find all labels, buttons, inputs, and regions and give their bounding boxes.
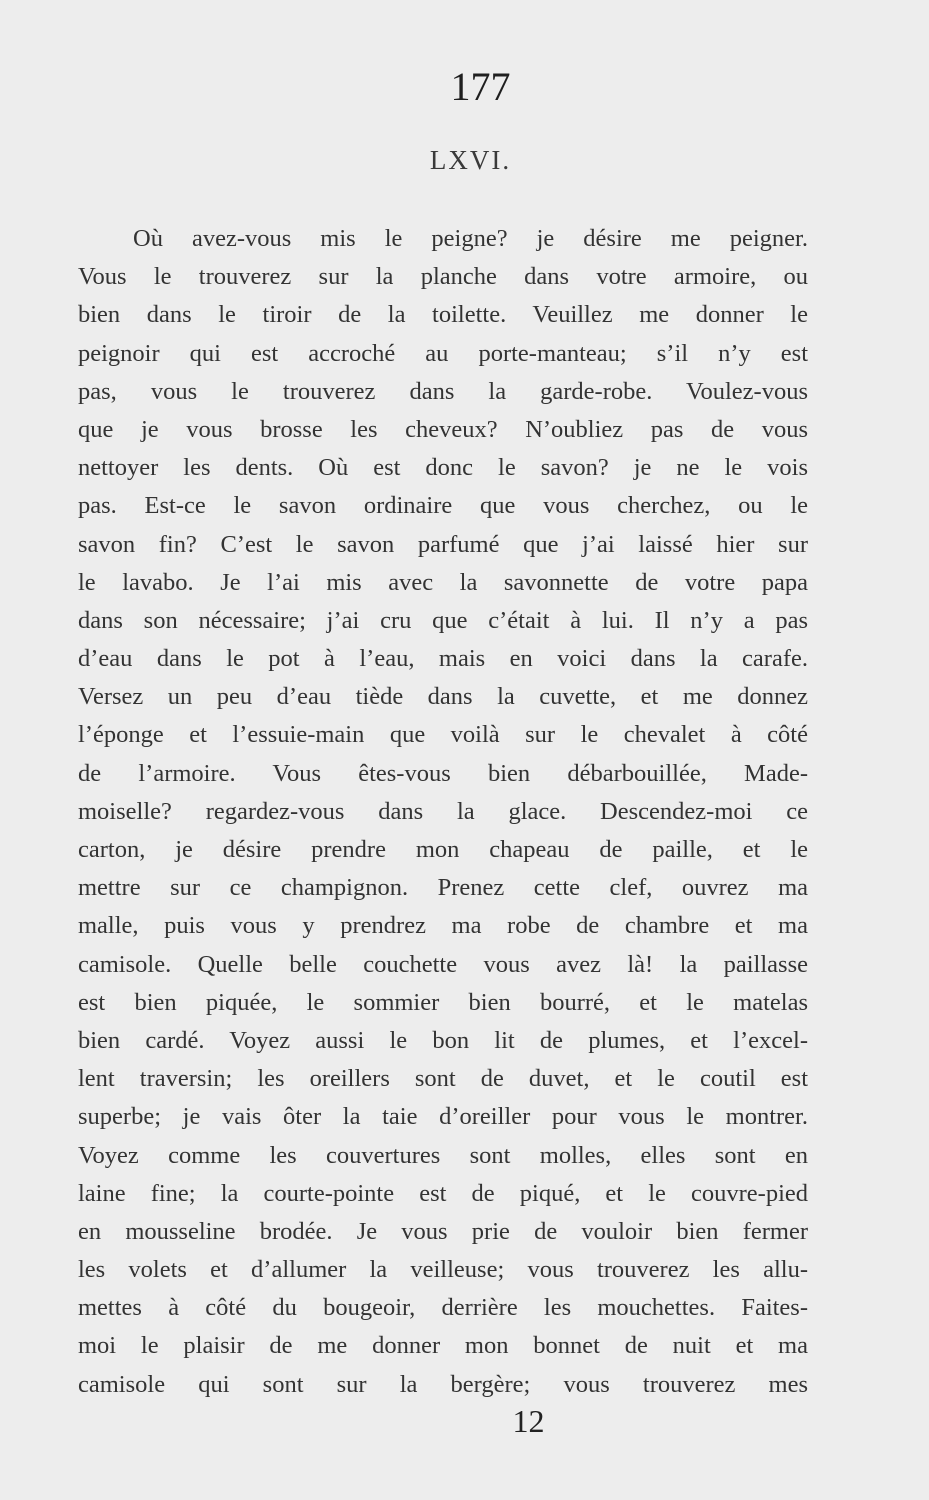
text-line: camisole. Quelle belle couchette vous avez là! la paillasse: [78, 950, 808, 978]
text-line: Où avez-vous mis le peigne? je désire me peigner.: [133, 225, 808, 252]
text-line: Versez un peu d’eau tiède dans la cuvette, et me donnez: [78, 683, 808, 711]
text-line: superbe; je vais ôter la taie d’oreiller pour vous le montrer.: [78, 1103, 808, 1131]
text-line: que je vous brosse les cheveux? N’oubliez pas de vous: [78, 415, 808, 443]
text-line: de l’armoire. Vous êtes-vous bien débarbouillée, Made-: [78, 759, 808, 787]
text-line: mettes à côté du bougeoir, derrière les mouchettes. Faites-: [78, 1294, 808, 1322]
text-line: Vous le trouverez sur la planche dans votre armoire, ou: [78, 263, 808, 291]
text-line: bien cardé. Voyez aussi le bon lit de plumes, et l’excel-: [78, 1026, 808, 1054]
text-line: mettre sur ce champignon. Prenez cette clef, ouvrez ma: [78, 874, 808, 902]
text-line: d’eau dans le pot à l’eau, mais en voici dans la carafe.: [78, 645, 808, 673]
text-line: en mousseline brodée. Je vous prie de vouloir bien fermer: [78, 1217, 808, 1245]
text-line: carton, je désire prendre mon chapeau de paille, et le: [78, 836, 808, 863]
text-line: dans son nécessaire; j’ai cru que c’était à lui. Il n’y a pas: [78, 606, 808, 634]
text-line: savon fin? C’est le savon parfumé que j’ai laissé hier sur: [78, 530, 808, 558]
chapter-heading: LXVI.: [429, 145, 512, 175]
text-line: les volets et d’allumer la veilleuse; vous trouverez les allu-: [78, 1256, 808, 1284]
text-line: moi le plaisir de me donner mon bonnet de nuit et ma: [78, 1332, 808, 1360]
signature-mark: 12: [512, 1403, 545, 1439]
text-line: l’éponge et l’essuie-main que voilà sur le chevalet à côté: [78, 721, 808, 749]
text-line: laine fine; la courte-pointe est de piqué, et le couvre-pied: [78, 1179, 808, 1207]
text-line: pas. Est-ce le savon ordinaire que vous cherchez, ou le: [78, 492, 808, 520]
text-line: le lavabo. Je l’ai mis avec la savonnette de votre papa: [78, 568, 808, 596]
text-line: moiselle? regardez-vous dans la glace. Descendez-moi ce: [78, 797, 808, 825]
text-line: bien dans le tiroir de la toilette. Veuillez me donner le: [78, 301, 808, 329]
text-line: pas, vous le trouverez dans la garde-robe. Voulez-vous: [78, 377, 808, 405]
text-line: peignoir qui est accroché au porte-manteau; s’il n’y est: [78, 339, 808, 367]
page-number: 177: [450, 64, 511, 109]
text-line: Voyez comme les couvertures sont molles, elles sont en: [78, 1141, 808, 1169]
text-line: camisole qui sont sur la bergère; vous trouverez mes: [78, 1370, 808, 1398]
text-line: lent traversin; les oreillers sont de duvet, et le coutil est: [78, 1065, 808, 1093]
text-line: malle, puis vous y prendrez ma robe de chambre et ma: [78, 912, 808, 940]
body-text: [78, 220, 808, 1404]
text-line: est bien piquée, le sommier bien bourré, et le matelas: [78, 988, 808, 1016]
text-line: nettoyer les dents. Où est donc le savon? je ne le vois: [78, 454, 808, 482]
